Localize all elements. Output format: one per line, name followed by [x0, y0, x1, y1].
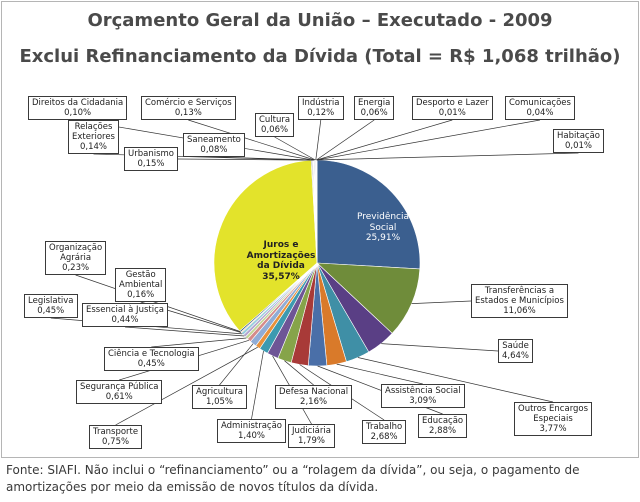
leader-line-saude: [381, 344, 498, 351]
label-text: Administração: [221, 421, 282, 431]
label-text: Saneamento: [187, 135, 241, 145]
label-habitacao: [553, 129, 604, 153]
label-text: Transferências a: [484, 286, 555, 296]
label-defesa-nacional: [275, 385, 352, 409]
label-text: Estados e Municípios: [475, 296, 564, 306]
slice-text: Juros e: [263, 240, 299, 250]
label-text: Segurança Pública: [80, 382, 159, 392]
label-value: 0,06%: [360, 108, 388, 118]
label-text: Essencial à Justiça: [86, 305, 164, 315]
label-text: Legislativa: [28, 296, 74, 306]
label-value: 4,64%: [502, 351, 530, 361]
label-value: 0,06%: [261, 125, 289, 135]
label-saude: [498, 339, 533, 363]
label-value: 2,16%: [300, 397, 328, 407]
label-value: 3,09%: [409, 396, 437, 406]
source-footnote: Fonte: SIAFI. Não inclui o “refinanciamento” ou a “rolagem da dívida”, ou seja, o pagamento de amortizações por meio da emissão de novos títulos da dívida.: [6, 463, 580, 494]
label-value: 0,45%: [37, 306, 65, 316]
label-text: Trabalho: [366, 422, 403, 432]
label-text: Urbanismo: [128, 149, 174, 159]
label-text: Educação: [422, 416, 464, 426]
slice-text: da Dívida: [257, 261, 305, 271]
label-value: 0,61%: [105, 392, 133, 402]
label-transporte: [89, 425, 142, 449]
slice-text: Previdência: [356, 212, 410, 222]
inside-label-juros-e-amortizacoes: [233, 240, 329, 282]
slice-value: 35,57%: [262, 271, 300, 282]
label-value: 0,23%: [62, 263, 90, 273]
label-legislativa: [24, 294, 78, 318]
chart-subtitle: Exclui Refinanciamento da Dívida (Total = R$ 1,068 trilhão): [19, 46, 621, 67]
label-text: Agricultura: [196, 387, 243, 397]
leader-line-transferencias: [412, 301, 471, 304]
label-text: Ambiental: [119, 280, 163, 290]
label-text: Judiciária: [292, 426, 331, 436]
inside-label-previdencia-social: [343, 212, 423, 244]
label-direitos-da-cidadania: [28, 96, 127, 120]
leader-line-energia: [316, 120, 374, 160]
label-agricultura: [192, 385, 247, 409]
label-comunicacoes: [505, 96, 575, 120]
label-industria: [298, 96, 344, 120]
leader-line-assistencia-social: [337, 364, 423, 384]
label-text: Outros Encargos: [518, 404, 589, 414]
label-organizacao-agraria: [45, 241, 106, 275]
slice-text: Amortizações: [246, 250, 316, 261]
label-text: Saúde: [502, 341, 529, 351]
label-value: 11,06%: [503, 306, 536, 316]
label-text: Defesa Nacional: [279, 387, 349, 397]
label-value: 0,75%: [102, 437, 130, 447]
label-value: 3,77%: [539, 424, 567, 434]
label-outros-encargos-especiais: [514, 402, 592, 436]
label-text: Agrária: [60, 253, 92, 263]
label-value: 0,44%: [111, 315, 139, 325]
label-value: 2,88%: [429, 426, 457, 436]
label-seguranca-publica: [76, 380, 162, 404]
label-value: 1,05%: [205, 397, 233, 407]
label-value: 2,68%: [370, 432, 398, 442]
label-value: 0,16%: [127, 290, 155, 300]
leader-line-comunicacoes: [317, 120, 540, 160]
label-value: 0,15%: [137, 159, 165, 169]
label-value: 1,40%: [237, 431, 265, 441]
label-ciencia-e-tecnologia: [104, 347, 199, 371]
label-text: Especiais: [533, 414, 573, 424]
label-text: Gestão: [125, 270, 156, 280]
label-value: 0,01%: [564, 141, 592, 151]
label-value: 0,12%: [307, 108, 335, 118]
label-energia: [354, 96, 394, 120]
label-value: 0,04%: [526, 108, 554, 118]
label-judiciaria: [288, 424, 335, 448]
label-gestao-ambiental: [115, 268, 166, 302]
chart-title: Orçamento Geral da União – Executado - 2009: [87, 10, 553, 31]
label-text: Indústria: [302, 98, 340, 108]
label-value: 0,45%: [137, 359, 165, 369]
leader-line-industria: [316, 120, 321, 160]
label-text: Energia: [358, 98, 391, 108]
label-text: Relações: [74, 122, 113, 132]
label-cultura: [255, 113, 294, 137]
label-text: Comunicações: [509, 98, 571, 108]
label-value: 0,10%: [64, 108, 92, 118]
label-text: Exteriores: [72, 132, 115, 142]
label-text: Habitação: [557, 131, 600, 141]
label-text: Desporto e Lazer: [416, 98, 489, 108]
leader-line-administracao: [252, 351, 264, 419]
label-text: Cultura: [259, 115, 291, 125]
label-urbanismo: [124, 147, 178, 171]
label-saneamento: [183, 133, 245, 157]
label-text: Organização: [49, 243, 103, 253]
label-value: 0,08%: [200, 145, 228, 155]
label-value: 0,01%: [438, 108, 466, 118]
label-comercio-e-servicos: [141, 96, 236, 120]
label-text: Assistência Social: [385, 386, 461, 396]
label-administracao: [217, 419, 286, 443]
label-text: Ciência e Tecnologia: [108, 349, 195, 359]
label-text: Comércio e Serviços: [145, 98, 232, 108]
label-trabalho: [362, 420, 406, 444]
label-value: 0,13%: [174, 108, 202, 118]
label-relacoes-exteriores: [68, 120, 119, 154]
leader-line-cultura: [275, 137, 316, 160]
label-assistencia-social: [381, 384, 465, 408]
label-desporto-e-lazer: [412, 96, 493, 120]
label-text: Transporte: [93, 427, 139, 437]
label-value: 0,14%: [79, 142, 107, 152]
slice-text: Social: [369, 222, 397, 233]
leader-line-agricultura: [220, 344, 254, 385]
slice-value: 25,91%: [365, 233, 401, 243]
label-educacao: [418, 414, 467, 438]
label-essencial-a-justica: [82, 303, 168, 327]
label-value: 1,79%: [297, 436, 325, 446]
label-transferencias: [471, 284, 568, 318]
label-text: Direitos da Cidadania: [32, 98, 124, 108]
leader-line-habitacao: [317, 153, 579, 160]
leader-line-desporto-e-lazer: [317, 120, 453, 160]
